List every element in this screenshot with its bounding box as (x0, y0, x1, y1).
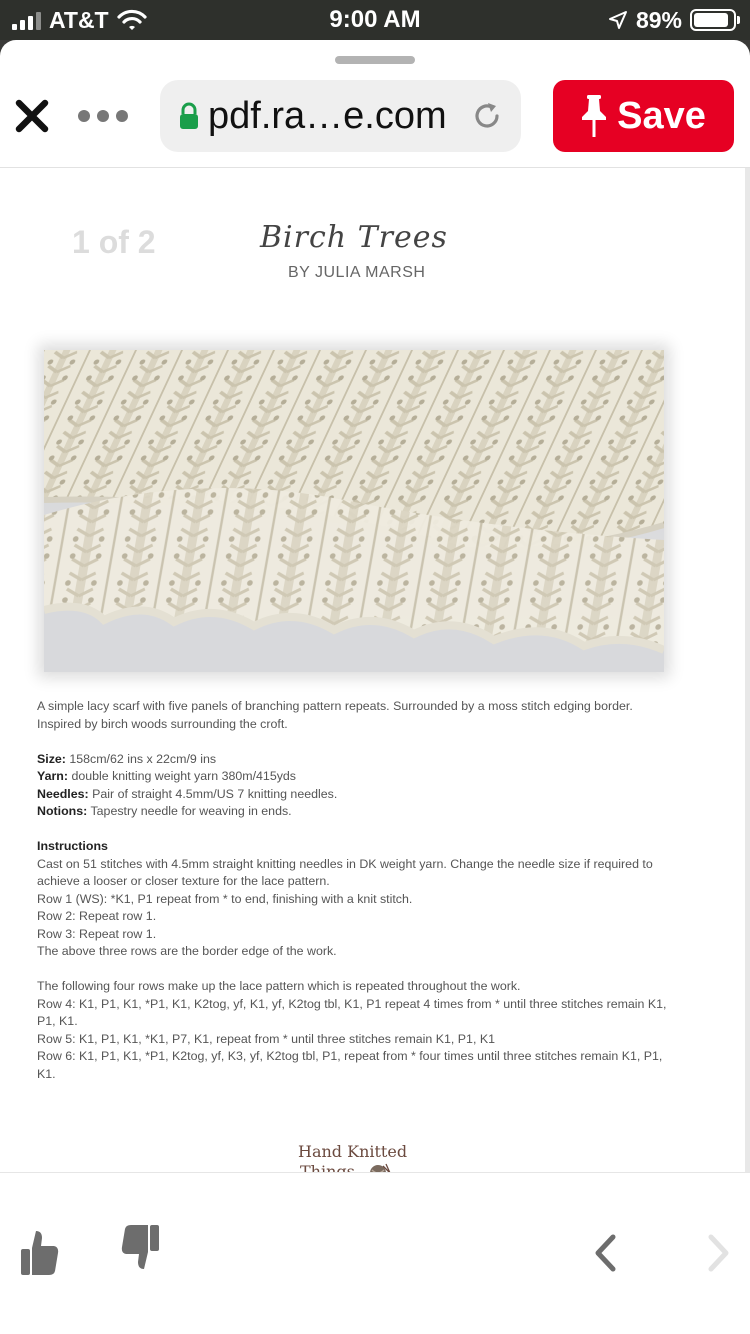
instruction-line: Row 3: Repeat row 1. (37, 926, 157, 941)
pin-icon (581, 95, 607, 137)
thumbs-up-icon[interactable] (20, 1229, 60, 1277)
lock-icon (178, 101, 200, 131)
instruction-line: Row 1 (WS): *K1, P1 repeat from * to end, finishing with a knit stitch. (37, 891, 413, 906)
document-title: Birch Trees (260, 220, 448, 255)
battery-percent: 89% (635, 6, 682, 33)
spec-yarn: Yarn: double knitting weight yarn 380m/415yds (37, 769, 296, 783)
lace-pattern-line: The following four rows make up the lace pattern which is repeated throughout the work. (37, 979, 521, 993)
browser-sheet (0, 40, 750, 1334)
battery-fill (694, 13, 728, 27)
pattern-text (37, 698, 667, 1083)
carrier-name: AT&T (49, 6, 109, 33)
scroll-indicator (745, 168, 750, 1172)
chevron-left-icon[interactable] (592, 1233, 618, 1273)
instructions-heading: Instructions (37, 839, 108, 853)
sheet-grabber[interactable] (335, 56, 415, 64)
battery-icon (690, 9, 736, 31)
more-icon[interactable] (78, 106, 132, 126)
close-icon[interactable] (12, 96, 52, 136)
thumbs-down-icon[interactable] (120, 1223, 160, 1271)
save-button[interactable] (553, 80, 734, 152)
chevron-right-icon[interactable] (706, 1233, 732, 1273)
page-indicator: 1 of 2 (72, 224, 156, 260)
instruction-line: Row 2: Repeat row 1. (37, 909, 157, 923)
reload-icon[interactable] (471, 100, 503, 132)
lace-pattern-line: Row 6: K1, P1, K1, *P1, K2tog, yf, K3, yf, K2tog tbl, P1, repeat from * four times until three stitches remain K1, P1, K1. (37, 1049, 663, 1081)
url-bar[interactable] (160, 80, 521, 152)
document-author: BY JULIA MARSH (288, 264, 426, 281)
spec-size: Size: 158cm/62 ins x 22cm/9 ins (37, 751, 217, 766)
status-right (608, 6, 736, 34)
scarf-photo (44, 350, 664, 672)
bottom-toolbar (0, 1172, 750, 1334)
pdf-page[interactable]: 1 of 2 Birch Trees BY JULIA MARSH A simple lacy scarf with five panels of branching pattern repeats. Surrounded by a moss stitch edging border. Inspired by birch woods surrounding the croft. Size: 158cm/62 ins x 22cm/9 ins Yarn: double knitting weight yarn 380m/415yds Needles: Pair of straight 4.5mm/US 7 knitting needles. Notions: Tapestry needle for weaving in ends. Instructions Cast on 51 stitches with 4.5mm straight knitting needles in DK weight yarn. Change the needle size if required to achieve a looser or closer texture for the lace pattern. Row 1 (WS): *K1, P1 repeat from * to end, finishing with a knit stitch. Row 2: Repeat row 1. Row 3: Repeat row 1. The above three rows are the border edge of the work. The following four rows make up the lace pattern which is repeated throughout the work. Row 4: K1, P1, K1, *P1, K1, K2tog, yf, K1, yf, K2tog tbl, K1, P1 repeat 4 times from * until three stitches remain K1, P1, K1. Row 5: K1, P1, K1, *K1, P7, K1, repeat from * until three stitches remain K1, P1, K1 Row 6: K1, P1, K1, *P1, K2tog, yf, K3, yf, K2tog tbl, P1, repeat from * four times until three stitches remain K1, P1, K1. Hand Knitted (0, 168, 750, 1172)
instruction-line: The above three rows are the border edge of the work. (37, 944, 337, 958)
url-text: pdf.ra…e.com (208, 94, 447, 137)
clock: 9:00 AM (329, 6, 421, 33)
save-label: Save (617, 94, 706, 137)
lace-pattern-line: Row 5: K1, P1, K1, *K1, P7, K1, repeat from * until three stitches remain K1, P1, K1 (37, 1031, 495, 1046)
location-arrow-icon (608, 10, 628, 30)
intro-text: A simple lacy scarf with five panels of branching pattern repeats. Surrounded by a moss stitch edging border. Inspired by birch woods surrounding the croft. (37, 699, 633, 731)
status-bar (0, 0, 750, 40)
instruction-line: Cast on 51 stitches with 4.5mm straight knitting needles in DK weight yarn. Change the needle size if required to achieve a looser or closer texture for the lace pattern. (37, 856, 653, 888)
spec-needles: Needles: Pair of straight 4.5mm/US 7 knitting needles. (37, 786, 338, 801)
lace-pattern-line: Row 4: K1, P1, K1, *P1, K1, K2tog, yf, K1, yf, K2tog tbl, K1, P1 repeat 4 times from * until three stitches remain K1, P1, K1. (37, 996, 667, 1028)
spec-notions: Notions: Tapestry needle for weaving in ends. (37, 804, 292, 818)
knitted-scarf-image (44, 350, 664, 672)
